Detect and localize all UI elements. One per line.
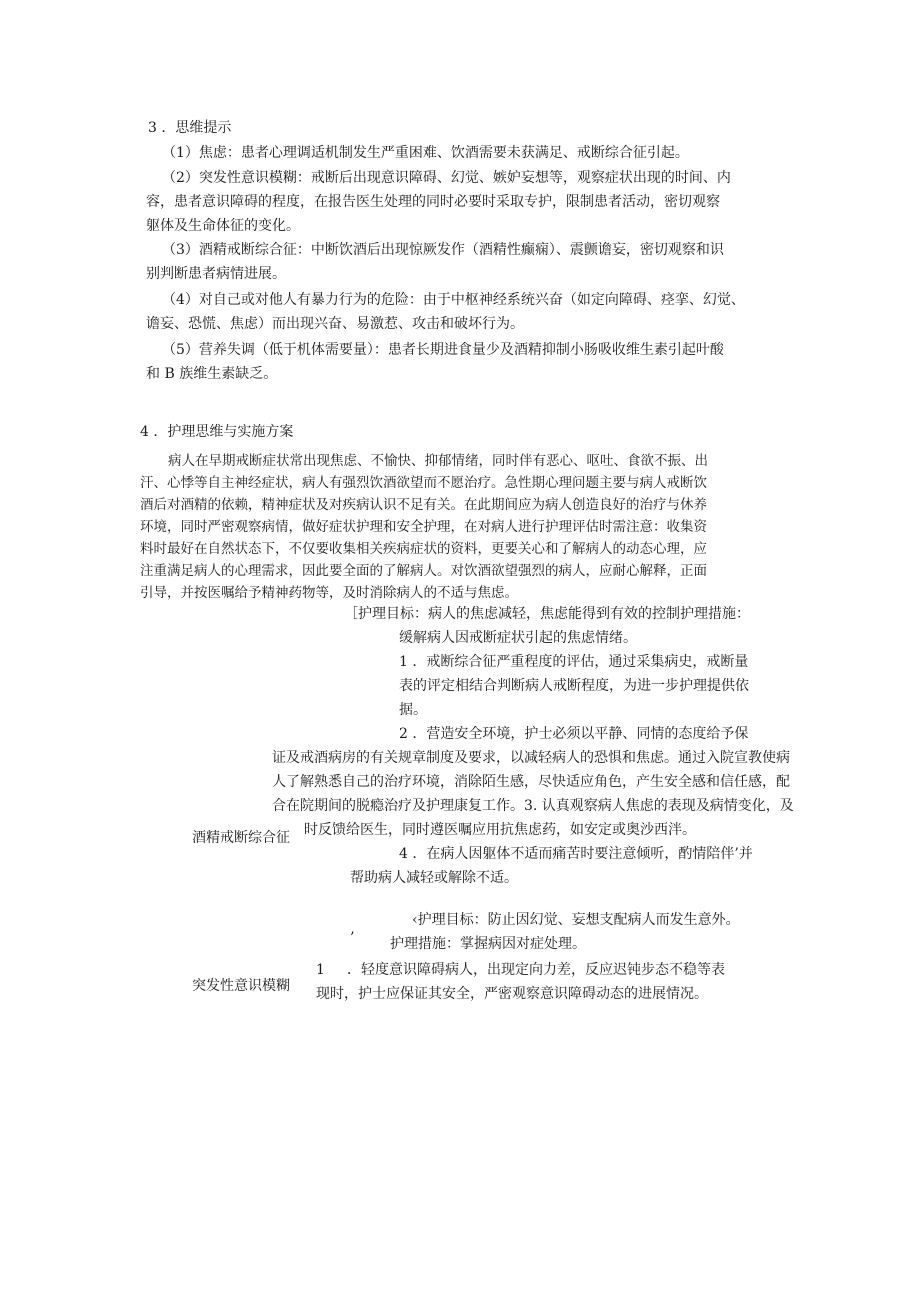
section3-item-4-line-2: 谵妄、恐慌、焦虑）而出现兴奋、易激惹、攻击和破坏行为。: [146, 316, 524, 332]
section4-paragraph-line-4: 环境，同时严密观察病情，做好症状护理和安全护理，在对病人进行护理评估时需注意：收集资: [140, 519, 707, 535]
section4-paragraph-line-2: 汗、心悸等自主神经症状，病人有强烈饮酒欲望而不愿治疗。急性期心理问题主要与病人戒断饮: [140, 475, 707, 491]
section3-item-1-line-1: （1）焦虑：患者心理调适机制发生严重困难、饮酒需要未获满足、戒断综合征引起。: [162, 145, 689, 161]
block1-measure-1-line-1: 1 ．戒断综合征严重程度的评估，通过采集病史，戒断量: [399, 654, 749, 670]
section4-paragraph-line-3: 酒后对酒精的依赖，精神症状及对疾病认识不足有关。在此期间应为病人创造良好的治疗与休养: [140, 497, 707, 513]
section3-heading: 3 ．思维提示: [148, 120, 232, 136]
block2-measures-line: 护理措施：掌握病因对症处理。: [390, 936, 586, 952]
block1-measure-1-line-3: 据。: [399, 702, 427, 718]
section4-paragraph-line-7: 引导，并按医嘱给予精神药物等，及时消除病人的不适与焦虑。: [140, 585, 518, 601]
section3-item-2-line-3: 躯体及生命体征的变化。: [146, 218, 300, 234]
block1-measure-2-line-3: 人了解熟悉自己的治疗环境，消除陌生感，尽快适应角色，产生安全感和信任感，配: [272, 774, 790, 790]
section4-paragraph-line-1: 病人在早期戒断症状常出现焦虑、不愉快、抑郁情绪，同时伴有恶心、呕吐、食欲不振、出: [168, 453, 708, 469]
section3-item-5-line-2: 和 B 族维生素缺乏。: [146, 366, 278, 382]
block1-measure-1-line-2: 表的评定相结合判断病人戒断程度，为进一步护理提供依: [399, 678, 749, 694]
block1-measure-2-line-2: 证及戒酒病房的有关规章制度及要求，以减轻病人的恐惧和焦虑。通过入院宣教使病: [272, 750, 790, 766]
block1-measure-2-line-1: 2 ．营造安全环境，护士必须以平静、同情的态度给予保: [399, 726, 749, 742]
block1-measure-4-line-1: 4 ．在病人因躯体不适而痛苦时要注意倾听，酌情陪伴’并: [399, 846, 753, 862]
section3-item-3-line-1: （3）酒精戒断综合征：中断饮酒后出现惊厥发作（酒精性癫痫）、震颤谵妄，密切观察和识: [162, 242, 724, 258]
block2-item-line-2: 现时，护士应保证其安全，严密观察意识障碍动态的进展情况。: [316, 986, 708, 1002]
section3-item-4-line-1: （4）对自己或对他人有暴力行为的危险：由于中枢神经系统兴奋（如定向障碍、痉挛、幻觉、: [162, 292, 745, 308]
section4-heading: 4 ．护理思维与实施方案: [140, 424, 294, 440]
section3-item-2-line-1: （2）突发性意识模糊：戒断后出现意识障碍、幻觉、嫉妒妄想等，观察症状出现的时间、内: [162, 170, 731, 186]
section3-item-3-line-2: 别判断患者病情进展。: [146, 266, 286, 282]
block1-measure-4-line-2: 帮助病人减轻或解除不适。: [350, 870, 518, 886]
block2-goal-line: ‹护理目标：防止因幻觉、妄想支配病人而发生意外。: [412, 912, 740, 928]
section3-item-2-line-2: 容，患者意识障碍的程度，在报告医生处理的同时必要时采取专护，限制患者活动，密切观察: [146, 194, 720, 210]
block1-measure-3-line-1: 合在院期间的脱瘾治疗及护理康复工作。3. 认真观察病人焦虑的表现及病情变化，及: [272, 798, 794, 814]
section4-paragraph-line-5: 料时最好在自然状态下，不仅要收集相关疾病症状的资料，更要关心和了解病人的动态心理，应: [140, 541, 707, 557]
block2-mark: ’: [350, 930, 355, 946]
block1-goal-line-1: ［护理目标：病人的焦虑减轻，焦虑能得到有效的控制护理措施：: [344, 606, 750, 622]
section3-item-5-line-1: （5）营养失调（低于机体需要量）：患者长期进食量少及酒精抑制小肠吸收维生素引起叶酸: [162, 342, 724, 358]
block2-label: 突发性意识模糊: [192, 978, 290, 994]
block1-label: 酒精戒断综合征: [192, 830, 290, 846]
block1-goal-line-2: 缓解病人因戒断症状引起的焦虑情绪。: [399, 630, 637, 646]
section4-paragraph-line-6: 注重满足病人的心理需求，因此要全面的了解病人。对饮酒欲望强烈的病人，应耐心解释，正面: [140, 563, 707, 579]
block2-item-number: 1: [316, 962, 325, 978]
block1-measure-3-line-2: 时反馈给医生，同时遵医嘱应用抗焦虑药，如安定或奥沙西泮。: [304, 822, 696, 838]
block2-item-line-1: ．轻度意识障碍病人，出现定向力差，反应迟钝步态不稳等表: [347, 962, 725, 978]
